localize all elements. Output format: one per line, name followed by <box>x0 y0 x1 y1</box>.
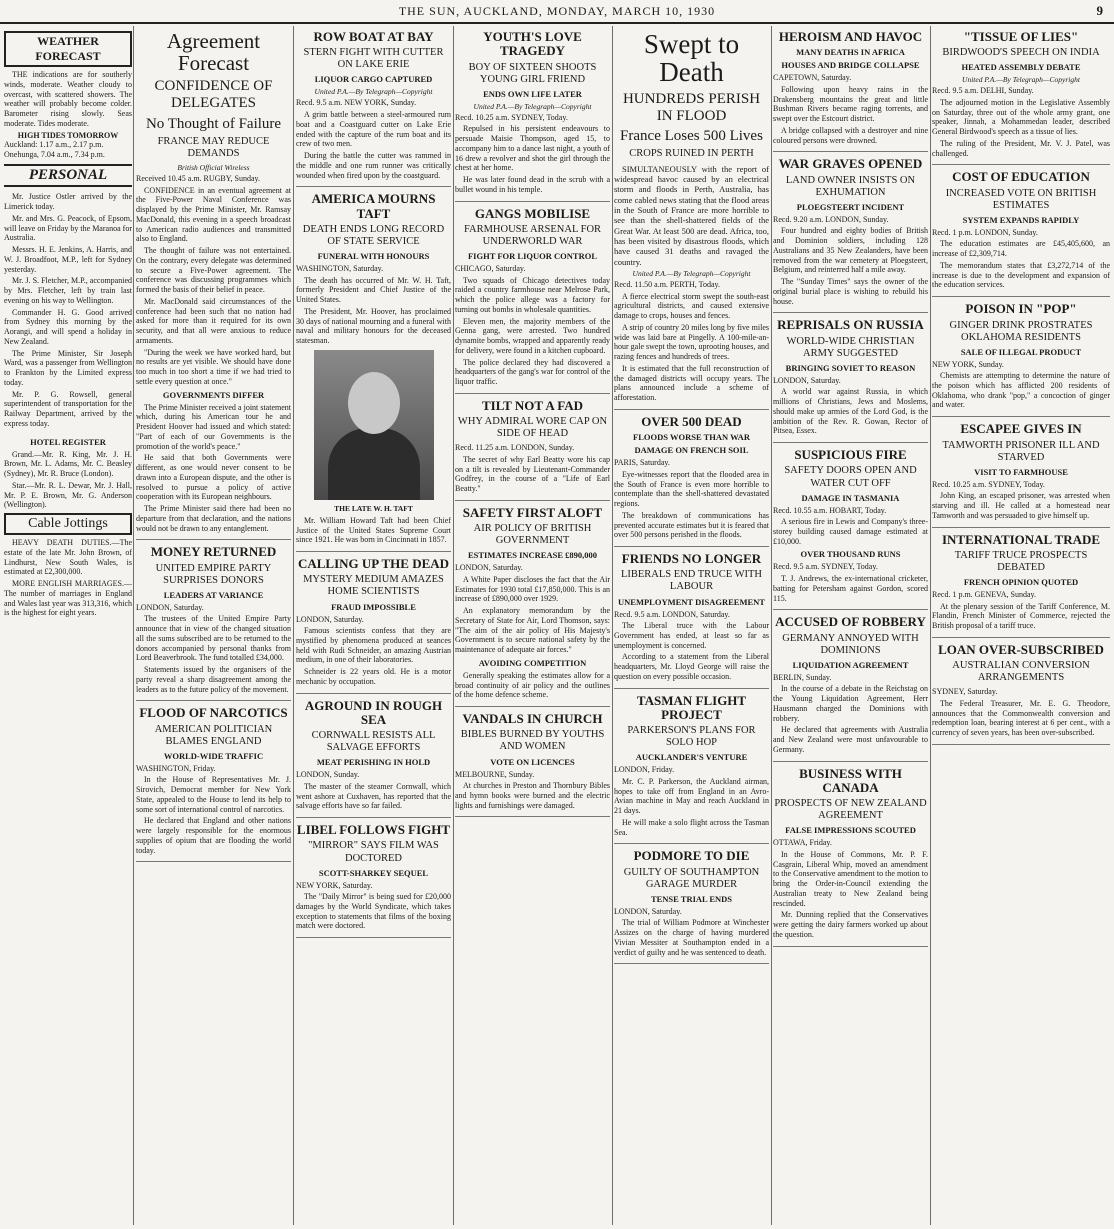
dateline: Recd. 11.25 a.m. LONDON, Sunday. <box>455 443 575 453</box>
dateline: LONDON, Saturday. <box>614 906 682 916</box>
subheading: FLOODS WORSE THAN WAR <box>633 432 750 443</box>
paragraph: An explanatory memorandum by the Secretary of State for Air, Lord Thomson, says: "The aim of the air policy of His Majesty's Government is to secure national safety by the maintenance of adequate air forces." <box>455 606 610 655</box>
headline: WAR GRAVES OPENED <box>778 156 923 172</box>
headline: POISON IN "POP" <box>965 301 1077 317</box>
story-calling-up-the-dead <box>296 557 451 694</box>
paragraph: During the battle the cutter was rammed in the middle and one rum runner was critically wounded when fired upon by the coastguard. <box>296 151 451 180</box>
subheading: DAMAGE ON FRENCH SOIL <box>634 445 749 456</box>
deck: GUILTY OF SOUTHAMPTON GARAGE MURDER <box>623 866 760 890</box>
tide-auckland: Auckland: 1.17 a.m., 2.17 p.m. <box>4 140 104 150</box>
dateline: LONDON, Saturday. <box>773 375 841 385</box>
headline: REPRISALS ON RUSSIA <box>777 317 924 333</box>
dateline: LONDON, Saturday. <box>296 614 364 624</box>
subheading: FALSE IMPRESSIONS SCOUTED <box>785 825 916 836</box>
subheading: FUNERAL WITH HONOURS <box>317 250 430 261</box>
story-money-returned <box>136 545 291 701</box>
jotting-item: MORE ENGLISH MARRIAGES.—The number of marriages in England and Wales last year was 313,316, which is the highest for eight years. <box>4 579 132 618</box>
dateline: NEW YORK, Sunday. <box>932 359 1004 369</box>
deck: BIRDWOOD'S SPEECH ON INDIA <box>942 47 1100 59</box>
story-tilt <box>455 399 610 501</box>
subheading: MEAT PERISHING IN HOLD <box>316 757 431 768</box>
deck: UNITED EMPIRE PARTY SURPRISES DONORS <box>155 562 272 586</box>
paragraph: Repulsed in his persistent endeavours to persuade Maisie Thompson, aged 15, to accompany him to a dance last night, a youth of 16 drew a revolver and shot the girl through the chest at her home. <box>455 124 610 173</box>
subheading: ESTIMATES INCREASE £890,000 <box>467 550 598 561</box>
column-1 <box>4 28 132 1225</box>
paragraph: A serious fire in Lewis and Company's three-storey building caused damage estimated at £10,000. <box>773 517 928 546</box>
headline: AGROUND IN ROUGH SEA <box>304 697 443 727</box>
story-aground <box>296 699 451 819</box>
story-loan <box>932 643 1110 745</box>
paragraph: The trial of William Podmore at Winchester Assizes on the charge of having murdered Vivian Messiter at Southampton ended in a verdict of guilty and he was sentenced to death. <box>614 918 769 957</box>
paragraph: Statements issued by the organisers of the party reveal a sharp disagreement among the leaders as to the future policy of the movement. <box>136 665 291 694</box>
deck: AIR POLICY OF BRITISH GOVERNMENT <box>473 523 592 547</box>
column-rule <box>612 26 613 1225</box>
deck: BIBLES BURNED BY YOUTHS AND WOMEN <box>460 729 605 753</box>
column-5 <box>614 28 769 1225</box>
subheading: PLOEGSTEERT INCIDENT <box>796 201 905 212</box>
subheading: SCOTT-SHARKEY SEQUEL <box>318 867 429 878</box>
subheading: LIQUIDATION AGREEMENT <box>792 659 909 670</box>
paragraph: The Liberal truce with the Labour Government has ended, at least so far as unemployment is concerned. <box>614 621 769 650</box>
personal-item: Mr. J. S. Fletcher, M.P., accompanied by Mrs. Fletcher, left by train last evening on his way to Wellington. <box>4 276 132 305</box>
dateline: LONDON, Saturday. <box>455 563 523 573</box>
story-podmore <box>614 849 769 964</box>
paragraph: A world war against Russia, in which millions of Christians, Jews and Moslems, should make up armies of the Lord God, is the ambition of the Rev. R. Gowan, Rector of Pitsea, Essex. <box>773 387 928 436</box>
credit: United P.A.—By Telegraph—Copyright <box>962 75 1080 85</box>
column-3 <box>296 28 451 1225</box>
deck: TAMWORTH PRISONER ILL AND STARVED <box>942 439 1100 463</box>
deck: PROSPECTS OF NEW ZEALAND AGREEMENT <box>774 798 927 822</box>
paragraph: The memorandum states that £3,272,714 of the increase is due to the development and expansion of the education services. <box>932 260 1110 290</box>
paragraph: T. J. Andrews, the ex-international cricketer, batting for Petersham against Gordon, scored 115. <box>773 574 928 603</box>
subheading: VISIT TO FARMHOUSE <box>974 466 1068 477</box>
paragraph: The breakdown of communications has prevented accurate estimates but it is feared that over 500 persons perished in the floods. <box>614 510 769 540</box>
subheading: FIGHT FOR LIQUOR CONTROL <box>467 250 597 261</box>
deck: CROPS RUINED IN PERTH <box>629 148 754 160</box>
dateline: LONDON, Friday. <box>614 765 675 775</box>
paragraph: The education estimates are £45,405,600, an increase of £2,309,714. <box>932 239 1110 259</box>
story-over-500-dead <box>614 415 769 547</box>
headline: Swept to Death <box>643 29 740 88</box>
paragraph: Generally speaking the estimates allow for a broad continuity of air policy and the outlines of the home defence scheme. <box>455 670 610 700</box>
deck: WORLD-WIDE CHRISTIAN ARMY SUGGESTED <box>786 335 915 359</box>
deck: No Thought of Failure <box>145 115 282 132</box>
credit: United P.A.—By Telegraph—Copyright <box>473 101 592 111</box>
story-heroism <box>773 30 928 152</box>
paragraph: He declared that England and other nations were largely responsible for the enormous supplies of opium that are flooding the world today. <box>136 816 291 855</box>
dateline: Recd. 1 p.m. GENEVA, Sunday. <box>932 589 1036 599</box>
headline: TASMAN FLIGHT PROJECT <box>636 692 747 722</box>
taft-portrait-photo <box>314 350 434 500</box>
dateline: OTTAWA, Friday. <box>773 838 832 848</box>
paragraph: The "Sunday Times" says the owner of the original burial place is wishing to rebuild his house. <box>773 277 928 306</box>
column-rule <box>930 26 931 1225</box>
headline: "TISSUE OF LIES" <box>963 29 1079 44</box>
headline: TILT NOT A FAD <box>481 397 584 413</box>
hotel-item: Grand.—Mr. R. King, Mr. J. H. Brown, Mr. L. Adams, Mr. C. Beasley (Sydney), Mr. R. Bruce (London). <box>4 449 132 479</box>
paragraph: A fierce electrical storm swept the south-east agricultural districts, and caused extensive damage to crops, houses and fences. <box>614 291 769 321</box>
headline: FLOOD OF NARCOTICS <box>139 705 288 721</box>
paragraph: In the course of a debate in the Reichstag on the Young Liquidation Agreement, Herr Hausmann charged the Dominions with robbery. <box>773 684 928 723</box>
column-2 <box>136 28 291 1225</box>
deck: AUSTRALIAN CONVERSION ARRANGEMENTS <box>952 660 1090 684</box>
headline: PODMORE TO DIE <box>633 848 750 864</box>
subheading: ENDS OWN LIFE LATER <box>483 88 582 99</box>
headline: COST OF EDUCATION <box>952 169 1090 185</box>
personal-item: Messrs. H. E. Jenkins, A. Harris, and W. J. Broadfoot, M.P., left for Sydney yesterday. <box>4 245 132 274</box>
subheading: SALE OF ILLEGAL PRODUCT <box>960 346 1082 357</box>
deck: LIBERALS END TRUCE WITH LABOUR <box>620 569 763 593</box>
subheading: HOUSES AND BRIDGE COLLAPSE <box>781 60 920 71</box>
story-taft <box>296 192 451 552</box>
deck: HUNDREDS PERISH IN FLOOD <box>622 90 761 124</box>
story-gangs <box>455 207 610 394</box>
headline: SUSPICIOUS FIRE <box>794 447 907 463</box>
story-poison <box>932 302 1110 417</box>
subheading: HEATED ASSEMBLY DEBATE <box>961 62 1081 73</box>
deck: GERMANY ANNOYED WITH DOMINIONS <box>782 632 919 656</box>
column-7 <box>932 28 1110 1225</box>
credit: British Official Wireless <box>177 162 250 172</box>
paragraph: A grim battle between a steel-armoured rum boat and a Coastguard cutter on Lake Erie ended with the capture of the rum boat and its crew of two men. <box>296 110 451 149</box>
lead-paragraph: SIMULTANEOUSLY with the report of widespread havoc caused by an electrical storm and floods in Perth, Australia, has come cabled news stating that the flood areas in the South of France are more horrible to see than the shell-shattered fields of the Great War. At least 500 are dead. Africa, too, has been visited by disastrous floods, which have caused 31 deaths and ravaged the country. <box>614 163 769 267</box>
headline: GANGS MOBILISE <box>474 205 591 221</box>
dateline: Recd. 10.25 a.m. SYDNEY, Today. <box>455 112 568 122</box>
paragraph: According to a statement from the Liberal headquarters, Mr. Lloyd George will raise the question on every possible occasion. <box>614 652 769 681</box>
headline: ACCUSED OF ROBBERY <box>775 614 926 630</box>
headline: MONEY RETURNED <box>150 544 277 560</box>
headline: CALLING UP THE DEAD <box>297 556 450 572</box>
dateline: SYDNEY, Saturday. <box>932 687 998 697</box>
column-6 <box>773 28 928 1225</box>
dateline: Recd. 9.5 a.m. SYDNEY, Today. <box>773 562 878 572</box>
personal-item: Mr. and Mrs. G. Peacock, of Epsom, will leave on Friday by the Maranoa for Australia. <box>4 213 132 243</box>
paragraph: At the plenary session of the Tariff Conference, M. Flandin, French Minister of Commerce, rejected the British proposal of a tariff truce. <box>932 601 1110 631</box>
deck: CORNWALL RESISTS ALL SALVAGE EFFORTS <box>311 730 436 754</box>
headline: HEROISM AND HAVOC <box>778 29 923 44</box>
story-escapee <box>932 422 1110 527</box>
paragraph: He was later found dead in the scrub with a bullet wound in his temple. <box>455 175 610 194</box>
dateline: WASHINGTON, Friday. <box>136 763 216 773</box>
paragraph: The master of the steamer Cornwall, which went ashore at Cuxhaven, has reported that the salvage efforts have so far failed. <box>296 781 451 811</box>
subheading: LEADERS AT VARIANCE <box>163 589 264 600</box>
subheading: FRAUD IMPOSSIBLE <box>331 601 416 612</box>
dateline: Recd. 11.50 a.m. PERTH, Today. <box>614 280 720 290</box>
dateline: Recd. 10.25 a.m. SYDNEY, Today. <box>932 479 1045 489</box>
headline: AMERICA MOURNS TAFT <box>311 191 436 221</box>
story-reprisals <box>773 318 928 443</box>
deck: STERN FIGHT WITH CUTTER ON LAKE ERIE <box>303 47 444 71</box>
subheading: VOTE ON LICENCES <box>490 756 575 767</box>
paragraph: The ruling of the President, Mr. V. J. Patel, was challenged. <box>932 138 1110 158</box>
paragraph: Mr. MacDonald said circumstances of the conference had been such that no nation had asked for more than it required for its own security, and that all were anxious to reduce armaments. <box>136 296 291 345</box>
subheading: OVER THOUSAND RUNS <box>800 549 901 560</box>
subheading: WORLD-WIDE TRAFFIC <box>163 750 264 761</box>
tide-onehunga: Onehunga, 7.04 a.m., 7.34 p.m. <box>4 149 105 159</box>
column-rule <box>771 26 772 1225</box>
paragraph: Mr. William Howard Taft had been Chief Justice of the United States Supreme Court since 1921. He was born in Cincinnati in 1857. <box>296 515 451 545</box>
paragraph: Mr. C. P. Parkerson, the Auckland airman, hopes to take off from England in an Avro-Avian machine in May and reach Auckland in 21 days. <box>614 776 769 816</box>
personal-item: Mr. P. G. Rowsell, general superintendent of transportation for the Railway Department, arrived by the express today. <box>4 389 132 428</box>
dateline: CAPETOWN, Saturday. <box>773 73 852 83</box>
story-narcotics <box>136 706 291 862</box>
headline: BUSINESS WITH CANADA <box>799 765 902 795</box>
subheading: DAMAGE IN TASMANIA <box>801 492 900 503</box>
headline: LOAN OVER-SUBSCRIBED <box>938 641 1104 657</box>
personal-heading: PERSONAL <box>4 164 132 187</box>
dateline: Recd. 9.5 a.m. NEW YORK, Sunday. <box>296 98 417 108</box>
subheading: GOVERNMENTS DIFFER <box>162 389 265 400</box>
paragraph: It is estimated that the full reconstruction of the damaged districts will occupy years. The plans announced include a scheme of afforestation. <box>614 363 769 403</box>
story-tissue-of-lies <box>932 30 1110 165</box>
paragraph: The death has occurred of Mr. W. H. Taft, formerly President and Chief Justice of the United States. <box>296 275 451 305</box>
headline: LIBEL FOLLOWS FIGHT <box>296 822 451 838</box>
subheading: AUCKLANDER'S VENTURE <box>635 752 748 763</box>
paragraph: The secret of why Earl Beatty wore his cap on a tilt is revealed by Lieutenant-Commander Godfrey, in the course of a "Life of Earl Beatty." <box>455 454 610 494</box>
paragraph: The thought of failure was not entertained. On the contrary, every delegate was determined to secure a Five-Power agreement. The conference was discussing programmes which formed the basis of their belief in peace. <box>136 246 291 295</box>
deck: LAND OWNER INSISTS ON EXHUMATION <box>785 174 916 198</box>
paragraph: The Prime Minister received a joint statement which, during his American tour he and President Hoover had issued and which stated: "Part of each of our Governments is the promotion of the world's peace." <box>136 402 291 451</box>
column-rule <box>133 26 134 1225</box>
paragraph: Eleven men, the majority members of the Genna gang, were arrested. Two hundred dynamite bombs, wrapped and apparently ready for delivery, were found in a kitchen cupboard. <box>455 316 610 355</box>
column-rule <box>293 26 294 1225</box>
subheading: TENSE TRIAL ENDS <box>650 893 733 904</box>
headline: VANDALS IN CHURCH <box>462 711 603 727</box>
deck: MYSTERY MEDIUM AMAZES HOME SCIENTISTS <box>303 574 444 598</box>
headline: ESCAPEE GIVES IN <box>960 421 1082 437</box>
hotel-item: Star.—Mr. R. L. Dewar, Mr. J. Hall, Mr. P. E. Brown, Mr. G. Anderson (Wellington). <box>4 480 132 510</box>
paragraph: Mr. Dunning replied that the Conservatives were getting the dairy farmers worked up about the question. <box>773 910 928 939</box>
personal-item: The Prime Minister, Sir Joseph Ward, was a passenger from Wellington to Frankton by the Limited express today. <box>4 348 132 387</box>
paragraph: In the House of Commons, Mr. P. F. Casgrain, Liberal Whip, moved an amendment to the Conservative amendment to the motion to bring the Order-in-Council extending the Australian treaty to New Zealand being rescinded. <box>773 849 928 908</box>
deck: WHY ADMIRAL WORE CAP ON SIDE OF HEAD <box>457 416 608 440</box>
paragraph: In the House of Representatives Mr. J. Sirovich, Democrat member for New York State, appealed to the House to lend its help to some sort of international control of narcotics. <box>136 775 291 814</box>
story-robbery <box>773 615 928 761</box>
story-safety <box>455 506 610 707</box>
paragraph: He said that both Governments were different, as one would never consent to be drawn into a European dispute, and the other is resolved to pursue a policy of active cooperation with its European neighbours. <box>136 453 291 502</box>
story-youth <box>455 30 610 202</box>
dateline: LONDON, Saturday. <box>136 602 204 612</box>
dateline: PARIS, Saturday. <box>614 458 670 468</box>
headline: SAFETY FIRST ALOFT <box>462 504 603 520</box>
deck: SAFETY DOORS OPEN AND WATER CUT OFF <box>784 465 917 489</box>
dateline: Recd. 9.5 a.m. LONDON, Saturday. <box>614 609 730 619</box>
hotel-heading: HOTEL REGISTER <box>30 436 106 447</box>
deck: TARIFF TRUCE PROSPECTS DEBATED <box>954 549 1088 573</box>
deck: INCREASED VOTE ON BRITISH ESTIMATES <box>945 187 1097 211</box>
dateline: Recd. 1 p.m. LONDON, Sunday. <box>932 227 1038 237</box>
paragraph: The police declared they had discovered a headquarters of the gang's war for control of the liquor traffic. <box>455 357 610 387</box>
deck: PARKERSON'S PLANS FOR SOLO HOP <box>627 725 756 749</box>
story-libel <box>296 823 451 938</box>
dateline: Recd. 10.55 a.m. HOBART, Today. <box>773 505 887 515</box>
dateline: WASHINGTON, Saturday. <box>296 263 384 273</box>
story-vandals <box>455 712 610 817</box>
story-friends <box>614 552 769 689</box>
dateline: NEW YORK, Saturday. <box>296 880 373 890</box>
paragraph: John King, an escaped prisoner, was arrested when starving and ill. He called at a homestead near Tamworth and was persuaded to give himself up. <box>932 491 1110 520</box>
paragraph: The adjourned motion in the Legislative Assembly on Saturday, three out of the whole army grant, one speaker, Jinnah, a Mohammedan leader, described General Birdwood's speech as a tissue of lies. <box>932 97 1110 137</box>
deck: FRANCE MAY REDUCE DEMANDS <box>157 135 270 159</box>
story-agreement <box>136 30 291 540</box>
paragraph: Famous scientists confess that they are mystified by phenomena produced at seances held with Rudi Schneider, an amazing Austrian medium, in one of their laboratories. <box>296 626 451 665</box>
deck: GINGER DRINK PROSTRATES OKLAHOMA RESIDENTS <box>949 319 1093 343</box>
paragraph: He declared that agreements with Australia and New Zealand were most unfavourable to Germany. <box>773 725 928 754</box>
headline: YOUTH'S LOVE TRAGEDY <box>483 29 582 59</box>
cable-jottings-heading: Cable Jottings <box>4 513 132 535</box>
paragraph: A strip of country 20 miles long by five miles wide was laid bare at Pingelly. A 100-mile-an-hour gale swept the town, uprooting houses, and razing fences and hundreds of trees. <box>614 322 769 362</box>
paragraph: Following upon heavy rains in the Drakensberg mountains the great and little Bushman Rivers became raging torrents, and swept over the Estcourt district. <box>773 84 928 124</box>
deck: "MIRROR" SAYS FILM WAS DOCTORED <box>308 840 439 864</box>
paragraph: The Federal Treasurer, Mr. E. G. Theodore, announces that the Commonwealth conversion and redemption loan, bearing interest at 6 per cent., with a currency of seven years, has been over-subscribed. <box>932 698 1110 738</box>
paragraph: A bridge collapsed with a destroyer and nine coloured persons were drowned. <box>773 125 928 145</box>
paragraph: The Prime Minister said there had been no departure from that declaration, and the nations would not be drawn to any entanglement. <box>136 504 291 533</box>
story-tasman <box>614 694 769 845</box>
dateline: BERLIN, Sunday. <box>773 672 832 682</box>
portrait-coat <box>328 428 420 500</box>
deck: FARMHOUSE ARSENAL FOR UNDERWORLD WAR <box>463 223 602 247</box>
personal-item: Mr. Justice Ostler arrived by the Limerick today. <box>4 192 132 212</box>
jotting-item: HEAVY DEATH DUTIES.—The estate of the late Mr. John Brown, of Lindhurst, New South Wales, is estimated at £2,300,000. <box>4 538 132 577</box>
credit: United P.A.—By Telegraph—Copyright <box>314 87 433 97</box>
dateline: CHICAGO, Saturday. <box>455 263 526 273</box>
subheading: UNEMPLOYMENT DISAGREEMENT <box>618 596 765 607</box>
weather-heading: WEATHER FORECAST <box>4 31 132 67</box>
paragraph: "During the week we have worked hard, but no results are yet visible. We should have done too much in too short a time if we had tried to settle every question at once." <box>136 347 291 386</box>
masthead-title: THE SUN, AUCKLAND, MONDAY, MARCH 10, 1930 <box>398 3 716 18</box>
portrait-face <box>348 372 400 434</box>
credit: United P.A.—By Telegraph—Copyright <box>632 269 751 279</box>
story-international-trade <box>932 533 1110 638</box>
headline: FRIENDS NO LONGER <box>621 551 762 567</box>
deck: DEATH ENDS LONG RECORD OF STATE SERVICE <box>302 223 445 247</box>
paragraph: The "Daily Mirror" is being sued for £20,000 damages by the World Syndicate, which takes exception to statements that films of the boxing match were doctored. <box>296 892 451 931</box>
paragraph: Four hundred and eighty bodies of British and Dominion soldiers, including 128 Australians and 35 New Zealanders, have been removed from the war cemetery at Ploegsteert, Belgium, and reinterred half a mile away. <box>773 226 928 275</box>
deck: BOY OF SIXTEEN SHOOTS YOUNG GIRL FRIEND <box>468 61 597 85</box>
paragraph: Two squads of Chicago detectives today raided a country farmhouse near Melrose Park, which the police allege was a factory for turning out bombs in wholesale quantities. <box>455 275 610 314</box>
tides-heading: HIGH TIDES TOMORROW <box>17 130 119 140</box>
deck: France Loses 500 Lives <box>620 128 763 145</box>
story-canada <box>773 767 928 947</box>
dateline: LONDON, Sunday. <box>296 770 360 780</box>
paragraph: At churches in Preston and Thornbury Bibles and hymn books were burned and the electric lights and furnishings were damaged. <box>455 781 610 810</box>
dateline: Recd. 9.20 a.m. LONDON, Sunday. <box>773 214 889 224</box>
column-4 <box>455 28 610 1225</box>
headline: Agreement Forecast <box>166 29 261 76</box>
subheading: SYSTEM EXPANDS RAPIDLY <box>962 214 1080 225</box>
deck: AMERICAN POLITICIAN BLAMES ENGLAND <box>154 723 273 747</box>
dateline: Received 10.45 a.m. RUGBY, Sunday. <box>136 173 260 183</box>
story-education <box>932 170 1110 297</box>
headline: OVER 500 DEAD <box>641 413 742 429</box>
headline: INTERNATIONAL TRADE <box>941 531 1101 547</box>
paragraph: Schneider is 22 years old. He is a motor mechanic by occupation. <box>296 667 451 686</box>
story-war-graves <box>773 157 928 313</box>
paragraph: CONFIDENCE in an eventual agreement at the Five-Power Naval Conference was displayed by the Prime Minister, Mr. Ramsay MacDonald, this evening in a speech broadcast to American radio audiences and transmitted also to England. <box>136 185 291 244</box>
dateline: Recd. 9.5 a.m. DELHI, Sunday. <box>932 86 1034 96</box>
paragraph: The trustees of the United Empire Party announce that in view of the changed situation all the sums subscribed are to be returned to the donors accompanied by personal thanks from Lord Beaverbrook. The fund totalled £34,000. <box>136 614 291 663</box>
photo-caption: THE LATE W. H. TAFT <box>334 503 413 513</box>
paragraph: Eye-witnesses report that the flooded area in the South of France is even more horrible to contemplate than the shell-shattered devastated regions. <box>614 469 769 509</box>
paragraph: He will make a solo flight across the Tasman Sea. <box>614 817 769 837</box>
paragraph: The President, Mr. Hoover, has proclaimed 30 days of national mourning and a funeral with naval and military honours for the deceased statesman. <box>296 306 451 346</box>
subheading: LIQUOR CARGO CAPTURED <box>314 74 433 85</box>
deck: CONFIDENCE OF DELEGATES <box>154 78 273 112</box>
subheading: AVOIDING COMPETITION <box>478 657 587 668</box>
masthead <box>0 0 1114 24</box>
story-row-boat <box>296 30 451 187</box>
weather-forecast <box>4 70 132 159</box>
dateline: MELBOURNE, Sunday. <box>455 769 535 779</box>
paragraph: Chemists are attempting to determine the nature of the poison which has afflicted 200 residents of Oklahoma, who drank "pop," a concoction of ginger and water. <box>932 371 1110 410</box>
subheading: MANY DEATHS IN AFRICA <box>796 47 905 58</box>
headline: ROW BOAT AT BAY <box>313 29 434 44</box>
subheading: BRINGING SOVIET TO REASON <box>785 362 916 373</box>
page-number: 9 <box>1096 3 1104 18</box>
story-swept-to-death <box>614 30 769 410</box>
paragraph: A White Paper discloses the fact that the Air Estimates for 1930 total £17,850,000. This is an increase of £890,000 over 1929. <box>455 574 610 604</box>
column-rule <box>453 26 454 1225</box>
story-suspicious-fire <box>773 448 928 610</box>
subheading: FRENCH OPINION QUOTED <box>963 576 1079 587</box>
personal-item: Commander H. G. Good arrived from Sydney this morning by the Aorangi, and will spend a holiday in New Zealand. <box>4 307 132 346</box>
weather-text: THE indications are for southerly winds, moderate. Weather cloudy to overcast, with scattered showers. The weather will probably become colder. Barometer rising slowly. Seas moderate. Tides moderate. <box>4 70 132 128</box>
